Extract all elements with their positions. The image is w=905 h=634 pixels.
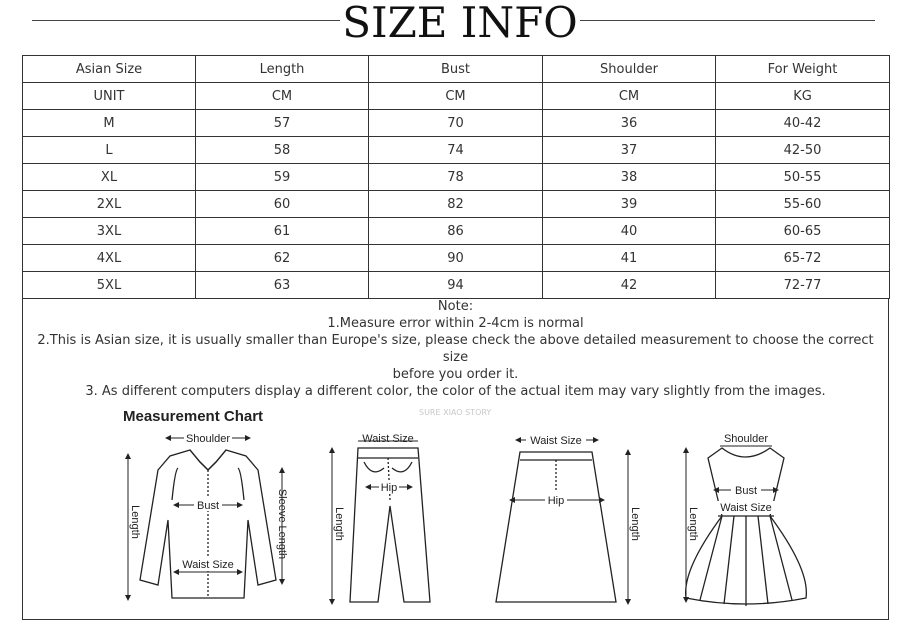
shirt-shoulder-label: Shoulder	[185, 433, 231, 445]
table-cell: 41	[543, 245, 716, 272]
shirt-waist-label: Waist Size	[182, 559, 234, 571]
table-cell: 65-72	[716, 245, 890, 272]
table-cell: 59	[196, 164, 369, 191]
table-cell: 63	[196, 272, 369, 299]
dress-illustration	[686, 448, 807, 606]
table-cell: CM	[196, 83, 369, 110]
dress-waist-label: Waist Size	[720, 502, 772, 514]
pants-length-measure	[332, 450, 345, 602]
table-cell: 4XL	[23, 245, 196, 272]
table-cell: 61	[196, 218, 369, 245]
table-cell: 94	[369, 272, 543, 299]
table-cell: CM	[369, 83, 543, 110]
table-cell: 40	[543, 218, 716, 245]
watermark-text: SURE XIAO STORY	[419, 408, 492, 417]
table-cell: L	[23, 137, 196, 164]
table-cell: 38	[543, 164, 716, 191]
table-cell: M	[23, 110, 196, 137]
dress-length-label: Length	[687, 507, 699, 541]
pants-waist-measure	[358, 433, 418, 445]
shirt-bust-label: Bust	[196, 500, 220, 512]
table-cell: 60	[196, 191, 369, 218]
table-cell: 40-42	[716, 110, 890, 137]
table-cell: 50-55	[716, 164, 890, 191]
table-cell: 36	[543, 110, 716, 137]
table-cell: 37	[543, 137, 716, 164]
table-cell: Asian Size	[23, 56, 196, 83]
shirt-illustration	[140, 450, 276, 598]
dress-shoulder-measure	[720, 433, 772, 446]
note-line-3: 3. As different computers display a different color, the color of the actual item may vary slightly from the images.	[85, 384, 826, 399]
table-cell: 60-65	[716, 218, 890, 245]
table-cell: UNIT	[23, 83, 196, 110]
table-cell: 62	[196, 245, 369, 272]
table-cell: 2XL	[23, 191, 196, 218]
table-cell: 39	[543, 191, 716, 218]
table-cell: 55-60	[716, 191, 890, 218]
page-title: SIZE INFO	[342, 0, 578, 47]
skirt-hip-measure	[512, 493, 602, 507]
dress-bust-measure	[716, 483, 776, 497]
note-line-2-cont: before you order it.	[392, 367, 519, 382]
shirt-bust-measure	[176, 498, 240, 512]
skirt-waist-measure	[518, 433, 596, 447]
dress-bust-label: Bust	[734, 485, 758, 497]
table-cell: 42-50	[716, 137, 890, 164]
table-cell: 58	[196, 137, 369, 164]
table-cell: For Weight	[716, 56, 890, 83]
shirt-waist-measure	[176, 558, 240, 572]
table-cell: 82	[369, 191, 543, 218]
note-heading: Note:	[437, 299, 474, 314]
table-cell: 74	[369, 137, 543, 164]
table-cell: KG	[716, 83, 890, 110]
skirt-hip-label: Hip	[547, 495, 565, 507]
pants-illustration	[350, 448, 430, 602]
table-cell: 5XL	[23, 272, 196, 299]
table-cell: Shoulder	[543, 56, 716, 83]
note-line-2: 2.This is Asian size, it is usually smaller than Europe's size, please check the above detailed measurement to choose the correct size	[37, 333, 874, 365]
shirt-length-label: Length	[129, 505, 141, 539]
pants-waist-label: Waist Size	[362, 433, 414, 445]
table-cell: 3XL	[23, 218, 196, 245]
shirt-sleeve-measure	[276, 470, 288, 582]
table-cell: 57	[196, 110, 369, 137]
table-cell: 72-77	[716, 272, 890, 299]
table-cell: 86	[369, 218, 543, 245]
skirt-illustration	[496, 452, 616, 602]
shirt-shoulder-measure	[168, 431, 248, 445]
pants-length-label: Length	[333, 507, 345, 541]
table-cell: 42	[543, 272, 716, 299]
dress-waist-measure	[716, 501, 776, 514]
skirt-waist-label: Waist Size	[530, 435, 582, 447]
table-cell: 90	[369, 245, 543, 272]
table-cell: CM	[543, 83, 716, 110]
note-line-1: 1.Measure error within 2-4cm is normal	[327, 316, 584, 331]
skirt-length-measure	[628, 452, 641, 602]
table-cell: Length	[196, 56, 369, 83]
measurement-chart-title: Measurement Chart	[123, 408, 264, 425]
pants-hip-label: Hip	[380, 482, 398, 494]
table-cell: 70	[369, 110, 543, 137]
dress-shoulder-label: Shoulder	[723, 433, 769, 445]
skirt-length-label: Length	[629, 507, 641, 541]
shirt-sleeve-label: Sleeve Length	[276, 488, 288, 560]
shirt-length-measure	[128, 456, 141, 598]
table-cell: 78	[369, 164, 543, 191]
table-cell: XL	[23, 164, 196, 191]
pants-hip-measure	[368, 480, 410, 494]
table-cell: Bust	[369, 56, 543, 83]
